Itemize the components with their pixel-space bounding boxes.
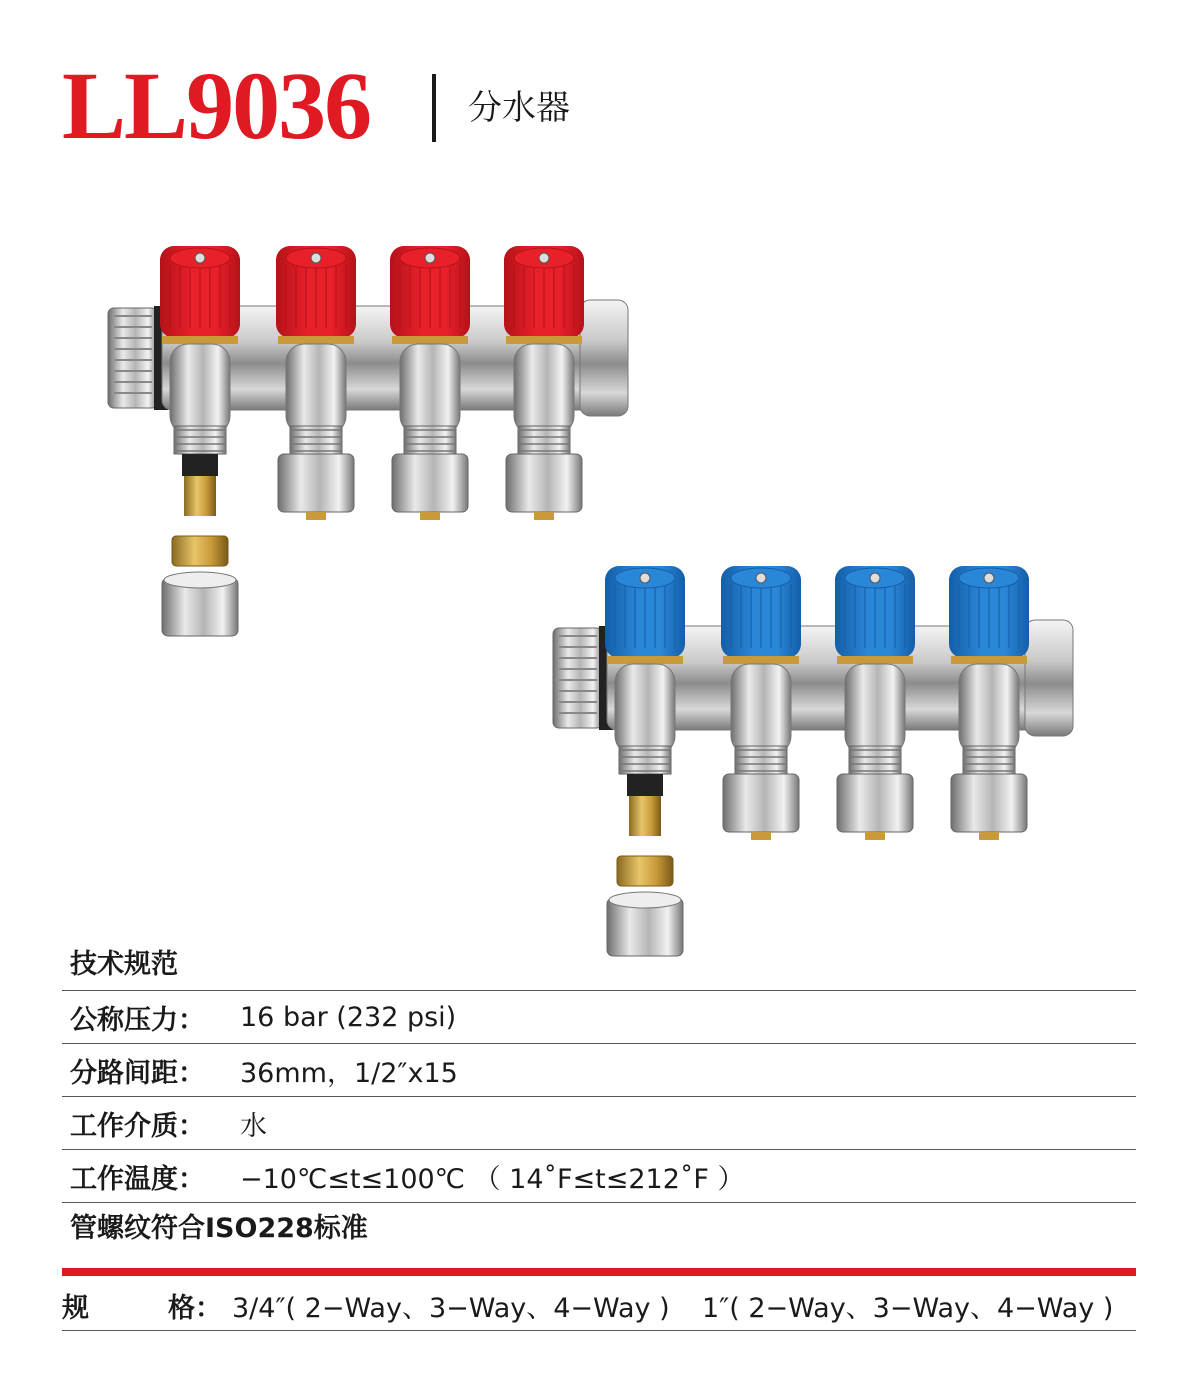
brass-ring [607, 656, 683, 664]
brass-insert [629, 796, 661, 836]
spec-label: 公称压力： [70, 1004, 205, 1036]
spec-label: 分路间距： [70, 1057, 205, 1089]
compression-nut [392, 454, 468, 512]
spec-value: 36mm，1/2″x15 [240, 1057, 458, 1089]
brass-tip [865, 832, 885, 840]
size-value-3-4: 3/4″( 2−Way、3−Way、4−Way ) [232, 1292, 670, 1324]
spec-label: 工作介质： [70, 1110, 205, 1142]
spec-value: 水 [240, 1110, 267, 1142]
brass-ring [506, 336, 582, 344]
size-row [62, 1280, 1136, 1331]
brass-insert [184, 476, 216, 516]
outlet-end [580, 300, 628, 416]
brass-tip [534, 512, 554, 520]
compression-nut [951, 774, 1027, 832]
compression-nut [506, 454, 582, 512]
knob-screw [195, 253, 205, 263]
spec-row-spacing [62, 1044, 1136, 1097]
brass-ring [837, 656, 913, 664]
model-number: LL9036 [62, 52, 371, 159]
spec-section [62, 940, 1136, 1255]
branch-body [170, 344, 230, 434]
branch-body [731, 664, 791, 754]
compression-nut [723, 774, 799, 832]
title-divider [432, 74, 436, 142]
product-name: 分水器 [468, 88, 570, 128]
brass-tip [751, 832, 771, 840]
brass-ring [951, 656, 1027, 664]
brass-ferrule [617, 856, 673, 886]
brass-ring [723, 656, 799, 664]
spec-row-temperature [62, 1150, 1136, 1203]
brass-tip [306, 512, 326, 520]
branch-body [615, 664, 675, 754]
knob-screw [870, 573, 880, 583]
knob-screw [539, 253, 549, 263]
branch-body [514, 344, 574, 434]
spec-value: 16 bar (232 psi) [240, 1001, 457, 1033]
branch-body [959, 664, 1019, 754]
branch-body [400, 344, 460, 434]
knob-screw [311, 253, 321, 263]
o-ring [182, 454, 218, 476]
brass-tip [420, 512, 440, 520]
outlet-end [1025, 620, 1073, 736]
compression-nut [837, 774, 913, 832]
size-value-1: 1″( 2−Way、3−Way、4−Way ) [702, 1292, 1114, 1324]
knob-screw [984, 573, 994, 583]
manifold-blue-graphic [545, 556, 1085, 966]
size-label: 规 格： [62, 1292, 222, 1324]
spec-heading: 技术规范 [70, 949, 178, 980]
brass-ring [278, 336, 354, 344]
branch-body [845, 664, 905, 754]
brass-ring [162, 336, 238, 344]
spec-value: −10℃≤t≤100℃ （ 14˚F≤t≤212˚F ） [240, 1163, 745, 1195]
brass-ferrule [172, 536, 228, 566]
spec-row-pressure [62, 991, 1136, 1044]
accent-bar [62, 1268, 1136, 1276]
knob-screw [756, 573, 766, 583]
thread-standard-note: 管螺纹符合ISO228标准 [70, 1213, 368, 1244]
brass-ring [392, 336, 468, 344]
branch-body [286, 344, 346, 434]
spec-row-medium [62, 1097, 1136, 1150]
knob-screw [640, 573, 650, 583]
knob-screw [425, 253, 435, 263]
brass-tip [979, 832, 999, 840]
spec-label: 工作温度： [70, 1163, 205, 1195]
o-ring [627, 774, 663, 796]
compression-nut [278, 454, 354, 512]
manifold-image-blue [545, 556, 1085, 966]
